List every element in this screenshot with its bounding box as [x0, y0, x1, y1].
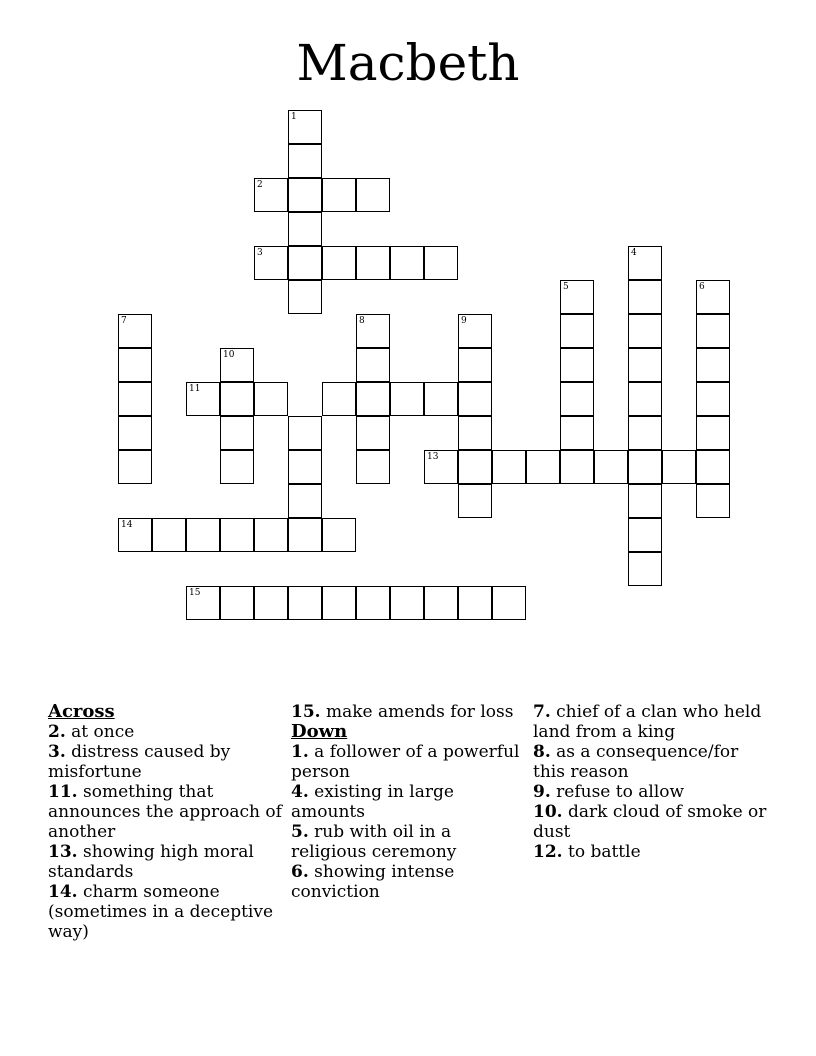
- clue-number: 14: [121, 520, 133, 530]
- grid-cell[interactable]: [118, 518, 152, 552]
- grid-cell[interactable]: [628, 552, 662, 586]
- clue-number: 4: [631, 248, 637, 258]
- grid-cell[interactable]: [356, 314, 390, 348]
- clue-number: 13: [427, 452, 439, 462]
- down-clue-12: 12. to battle: [533, 842, 641, 862]
- grid-cell[interactable]: [356, 450, 390, 484]
- grid-cell[interactable]: [152, 518, 186, 552]
- down-heading: Down: [291, 721, 348, 742]
- grid-cell[interactable]: [254, 518, 288, 552]
- across-clue-2: 2. at once: [48, 722, 135, 742]
- grid-cell[interactable]: [696, 382, 730, 416]
- grid-cell[interactable]: [356, 586, 390, 620]
- grid-cell[interactable]: [220, 586, 254, 620]
- puzzle-title: Macbeth: [296, 34, 520, 92]
- grid-cell[interactable]: [628, 348, 662, 382]
- grid-cell[interactable]: [322, 178, 356, 212]
- down-clue-1: 1. a follower of a powerful person: [291, 742, 520, 782]
- grid-cell[interactable]: [220, 450, 254, 484]
- down-clue-6: 6. showing intense conviction: [291, 862, 455, 902]
- grid-cell[interactable]: [322, 382, 356, 416]
- clue-number: 15: [189, 588, 201, 598]
- grid-cell[interactable]: [424, 382, 458, 416]
- grid-cell[interactable]: [322, 586, 356, 620]
- grid-cell[interactable]: [186, 518, 220, 552]
- clue-number: 7: [121, 316, 127, 326]
- grid-cell[interactable]: [628, 416, 662, 450]
- grid-cell[interactable]: [560, 348, 594, 382]
- grid-cell[interactable]: [458, 348, 492, 382]
- grid-cell[interactable]: [424, 586, 458, 620]
- grid-cell[interactable]: [628, 246, 662, 280]
- grid-cell[interactable]: [356, 348, 390, 382]
- grid-cell[interactable]: [288, 178, 322, 212]
- grid-cell[interactable]: [458, 382, 492, 416]
- grid-cell[interactable]: [492, 450, 526, 484]
- grid-cell[interactable]: [288, 416, 322, 450]
- grid-cell[interactable]: [662, 450, 696, 484]
- grid-cell[interactable]: [220, 518, 254, 552]
- grid-cell[interactable]: [118, 416, 152, 450]
- clue-number: 3: [257, 248, 263, 258]
- grid-cell[interactable]: [458, 586, 492, 620]
- grid-cell[interactable]: [458, 416, 492, 450]
- grid-cell[interactable]: [458, 314, 492, 348]
- grid-cell[interactable]: [288, 110, 322, 144]
- grid-cell[interactable]: [220, 348, 254, 382]
- grid-cell[interactable]: [288, 246, 322, 280]
- across-clue-15: 15. make amends for loss: [291, 702, 514, 722]
- grid-cell[interactable]: [186, 586, 220, 620]
- grid-cell[interactable]: [424, 450, 458, 484]
- grid-cell[interactable]: [118, 348, 152, 382]
- grid-cell[interactable]: [254, 178, 288, 212]
- grid-cell[interactable]: [628, 518, 662, 552]
- grid-cell[interactable]: [560, 280, 594, 314]
- grid-cell[interactable]: [560, 314, 594, 348]
- grid-cell[interactable]: [288, 450, 322, 484]
- grid-cell[interactable]: [288, 212, 322, 246]
- clue-number: 9: [461, 316, 467, 326]
- clues-column-2: [291, 702, 527, 902]
- grid-cell[interactable]: [560, 450, 594, 484]
- across-clue-11: 11. something that announces the approach of another: [48, 782, 282, 842]
- grid-cell[interactable]: [696, 416, 730, 450]
- grid-cell[interactable]: [254, 382, 288, 416]
- grid-cell[interactable]: [526, 450, 560, 484]
- grid-cell[interactable]: [594, 450, 628, 484]
- grid-cell[interactable]: [628, 314, 662, 348]
- down-clue-4: 4. existing in large amounts: [291, 782, 454, 822]
- down-clue-10: 10. dark cloud of smoke or dust: [533, 802, 767, 842]
- across-clue-13: 13. showing high moral standards: [48, 842, 254, 882]
- grid-cell[interactable]: [390, 586, 424, 620]
- grid-cell[interactable]: [288, 144, 322, 178]
- grid-cell[interactable]: [118, 382, 152, 416]
- clue-number: 6: [699, 282, 705, 292]
- grid-cell[interactable]: [356, 382, 390, 416]
- grid-cell[interactable]: [390, 246, 424, 280]
- grid-cell[interactable]: [322, 246, 356, 280]
- grid-cell[interactable]: [628, 450, 662, 484]
- grid-cell[interactable]: [220, 382, 254, 416]
- grid-cell[interactable]: [288, 280, 322, 314]
- grid-cell[interactable]: [492, 586, 526, 620]
- grid-cell[interactable]: [560, 382, 594, 416]
- grid-cell[interactable]: [696, 348, 730, 382]
- grid-cell[interactable]: [254, 246, 288, 280]
- grid-cell[interactable]: [288, 586, 322, 620]
- clue-number: 1: [291, 112, 297, 122]
- grid-cell[interactable]: [356, 178, 390, 212]
- down-clue-9: 9. refuse to allow: [533, 782, 685, 802]
- grid-cell[interactable]: [696, 280, 730, 314]
- grid-cell[interactable]: [288, 484, 322, 518]
- clue-number: 10: [223, 350, 235, 360]
- clue-number: 8: [359, 316, 365, 326]
- across-clue-14: 14. charm someone (sometimes in a deceptive way): [48, 882, 274, 942]
- clue-number: 2: [257, 180, 263, 190]
- grid-cell[interactable]: [186, 382, 220, 416]
- clues-column-1: [48, 702, 284, 942]
- down-clue-8: 8. as a consequence/for this reason: [533, 742, 739, 782]
- grid-cell[interactable]: [220, 416, 254, 450]
- clue-number: 11: [189, 384, 201, 394]
- grid-cell[interactable]: [288, 518, 322, 552]
- clue-number: 5: [563, 282, 569, 292]
- across-heading: Across: [48, 701, 115, 722]
- grid-cell[interactable]: [628, 484, 662, 518]
- grid-cell[interactable]: [628, 280, 662, 314]
- grid-cell[interactable]: [696, 450, 730, 484]
- across-clue-3: 3. distress caused by misfortune: [48, 742, 231, 782]
- grid-cell[interactable]: [696, 314, 730, 348]
- grid-cell[interactable]: [356, 246, 390, 280]
- grid-cell[interactable]: [696, 484, 730, 518]
- grid-cell[interactable]: [118, 314, 152, 348]
- grid-cell[interactable]: [254, 586, 288, 620]
- down-clue-5: 5. rub with oil in a religious ceremony: [291, 822, 457, 862]
- grid-cell[interactable]: [560, 416, 594, 450]
- grid-cell[interactable]: [628, 382, 662, 416]
- grid-cell[interactable]: [424, 246, 458, 280]
- clues-column-3: [533, 702, 769, 862]
- down-clue-7: 7. chief of a clan who held land from a king: [533, 702, 762, 742]
- grid-cell[interactable]: [458, 484, 492, 518]
- grid-cell[interactable]: [118, 450, 152, 484]
- grid-cell[interactable]: [356, 416, 390, 450]
- grid-cell[interactable]: [390, 382, 424, 416]
- grid-cell[interactable]: [458, 450, 492, 484]
- grid-cell[interactable]: [322, 518, 356, 552]
